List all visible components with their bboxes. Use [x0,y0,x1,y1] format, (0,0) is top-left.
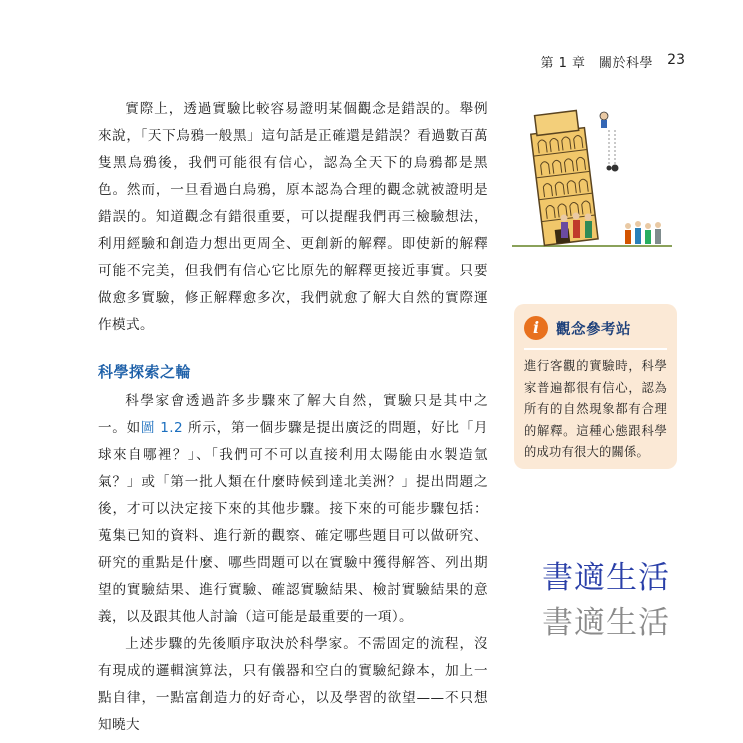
figure-reference-link[interactable]: 圖 1.2 [140,420,184,436]
main-text [98,96,488,739]
paragraph-2-part-a: 科學家會透過許多步驟來了解大自然，實驗只是其中之一。如 [98,393,488,436]
info-icon: i [524,316,548,340]
section-title: 科學探索之輪 [98,363,192,381]
chapter-title: 第 1 章 關於科學 [540,56,653,71]
paragraph-1: 實際上，透過實驗比較容易證明某個觀念是錯誤的。舉例來說，「天下烏鴉一般黑」這句話是正確還是錯誤？看過數百萬隻黑烏鴉後，我們可能很有信心，認為全天下的烏鴉都是黑色。然而，一旦看過白烏鴉，原本認為合理的觀念就被證明是錯誤的。知道觀念有錯很重要，可以提醒我們再三檢驗想法，利用經驗和創造力想出更周全、更創新的解釋。即使新的解釋可能不完美，但我們有信心它比原先的解釋更接近事實。只要做愈多實驗，修正解釋愈多次，我們就愈了解大自然的實際運作模式。 [98,101,488,333]
leaning-tower-drawing [512,90,672,255]
watermark-gray: 書適生活 [542,605,670,641]
concept-sidebar [514,304,677,469]
paragraph-3: 上述步驟的先後順序取決於科學家。不需固定的流程，沒有現成的邏輯演算法，只有儀器和空白的實驗紀錄本，加上一點自律，一點富創造力的好奇心，以及學習的欲望——不只想知曉大 [98,636,488,733]
paragraph-2 [98,388,488,631]
sidebar-title: 觀念參考站 [556,321,631,338]
page-number: 23 [667,52,685,68]
page-header [0,52,743,72]
sidebar-header [524,316,667,350]
sidebar-text: 進行客觀的實驗時，科學家普遍都很有信心，認為所有的自然現象都有合理的解釋。這種心態跟科學的成功有很大的關係。 [524,359,667,459]
leaning-tower-illustration [512,90,672,255]
paragraph-2-part-b: 所示，第一個步驟是提出廣泛的問題，好比「月球來自哪裡？」、「我們可不可以直接利用太陽能由水製造氫氣？」或「第一批人類在什麼時候到達北美洲？」提出問題之後，才可以決定接下來的其他步驟。接下來的可能步驟包括：蒐集已知的資料、進行新的觀察、確定哪些題目可以做研究、研究的重點是什麼、哪些問題可以在實驗中獲得解答、列出期望的實驗結果、進行實驗、確認實驗結果、檢討實驗結果的意義，以及跟其他人討論（這可能是最重要的一項）。 [98,420,488,625]
watermark-blue: 書適生活 [542,560,670,596]
